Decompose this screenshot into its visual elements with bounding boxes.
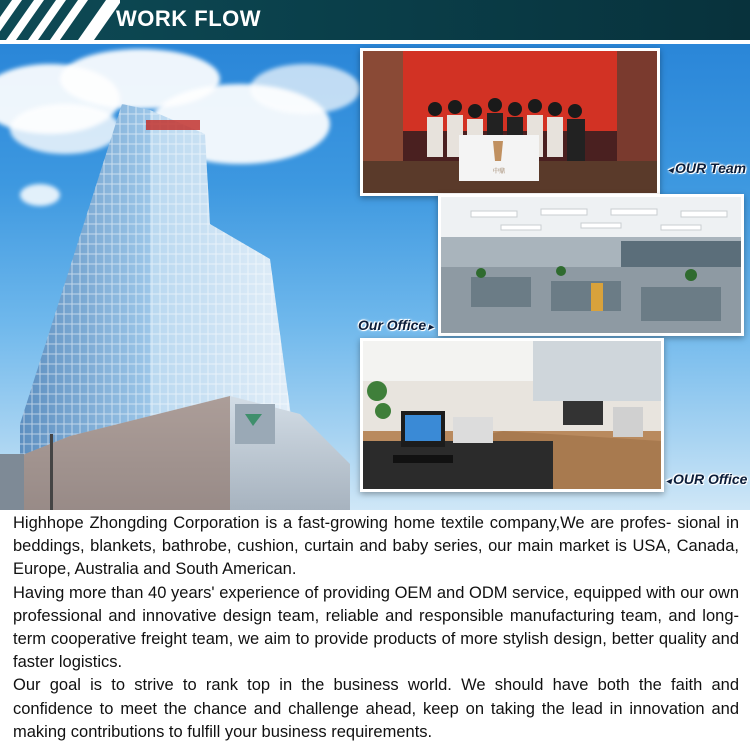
office-photo-2 <box>360 338 664 492</box>
company-description <box>13 512 739 744</box>
page-title: WORK FLOW <box>116 6 262 31</box>
description-paragraph: Highhope Zhongding Corporation is a fast-growing home textile company,We are profes- sional in beddings, blankets, bathrobe, cushion, curtain and baby series, our main market is USA, Canada, Europe, Australia and South American. <box>13 514 739 579</box>
description-paragraph: Having more than 40 years' experience of providing OEM and ODM service, equipped with our own professional and innovative design team, reliable and responsible manufacturing team, and long-term cooperative freight team, we aim to provide products of more stylish design, better quality and faster logistics. <box>13 583 739 672</box>
our-office-label-left: Our Office ▸ <box>358 317 433 333</box>
our-team-label: ◂ OUR Team <box>668 160 746 176</box>
team-photo <box>360 48 660 196</box>
header-divider <box>0 40 750 43</box>
description-paragraph: Our goal is to strive to rank top in the business world. We should have both the faith and confidence to meet the chance and challenge ahead, keep on taking the lead in innovation and making contributions to fulfill your business requirements. <box>13 676 739 741</box>
hero-banner <box>0 44 750 510</box>
our-office-label-right: ◂ OUR Office <box>666 471 747 487</box>
office-photo-1 <box>438 194 744 336</box>
svg-text:中鼎: 中鼎 <box>492 168 506 175</box>
header <box>0 0 750 44</box>
office-tower <box>0 44 360 510</box>
header-stripes <box>0 0 120 40</box>
